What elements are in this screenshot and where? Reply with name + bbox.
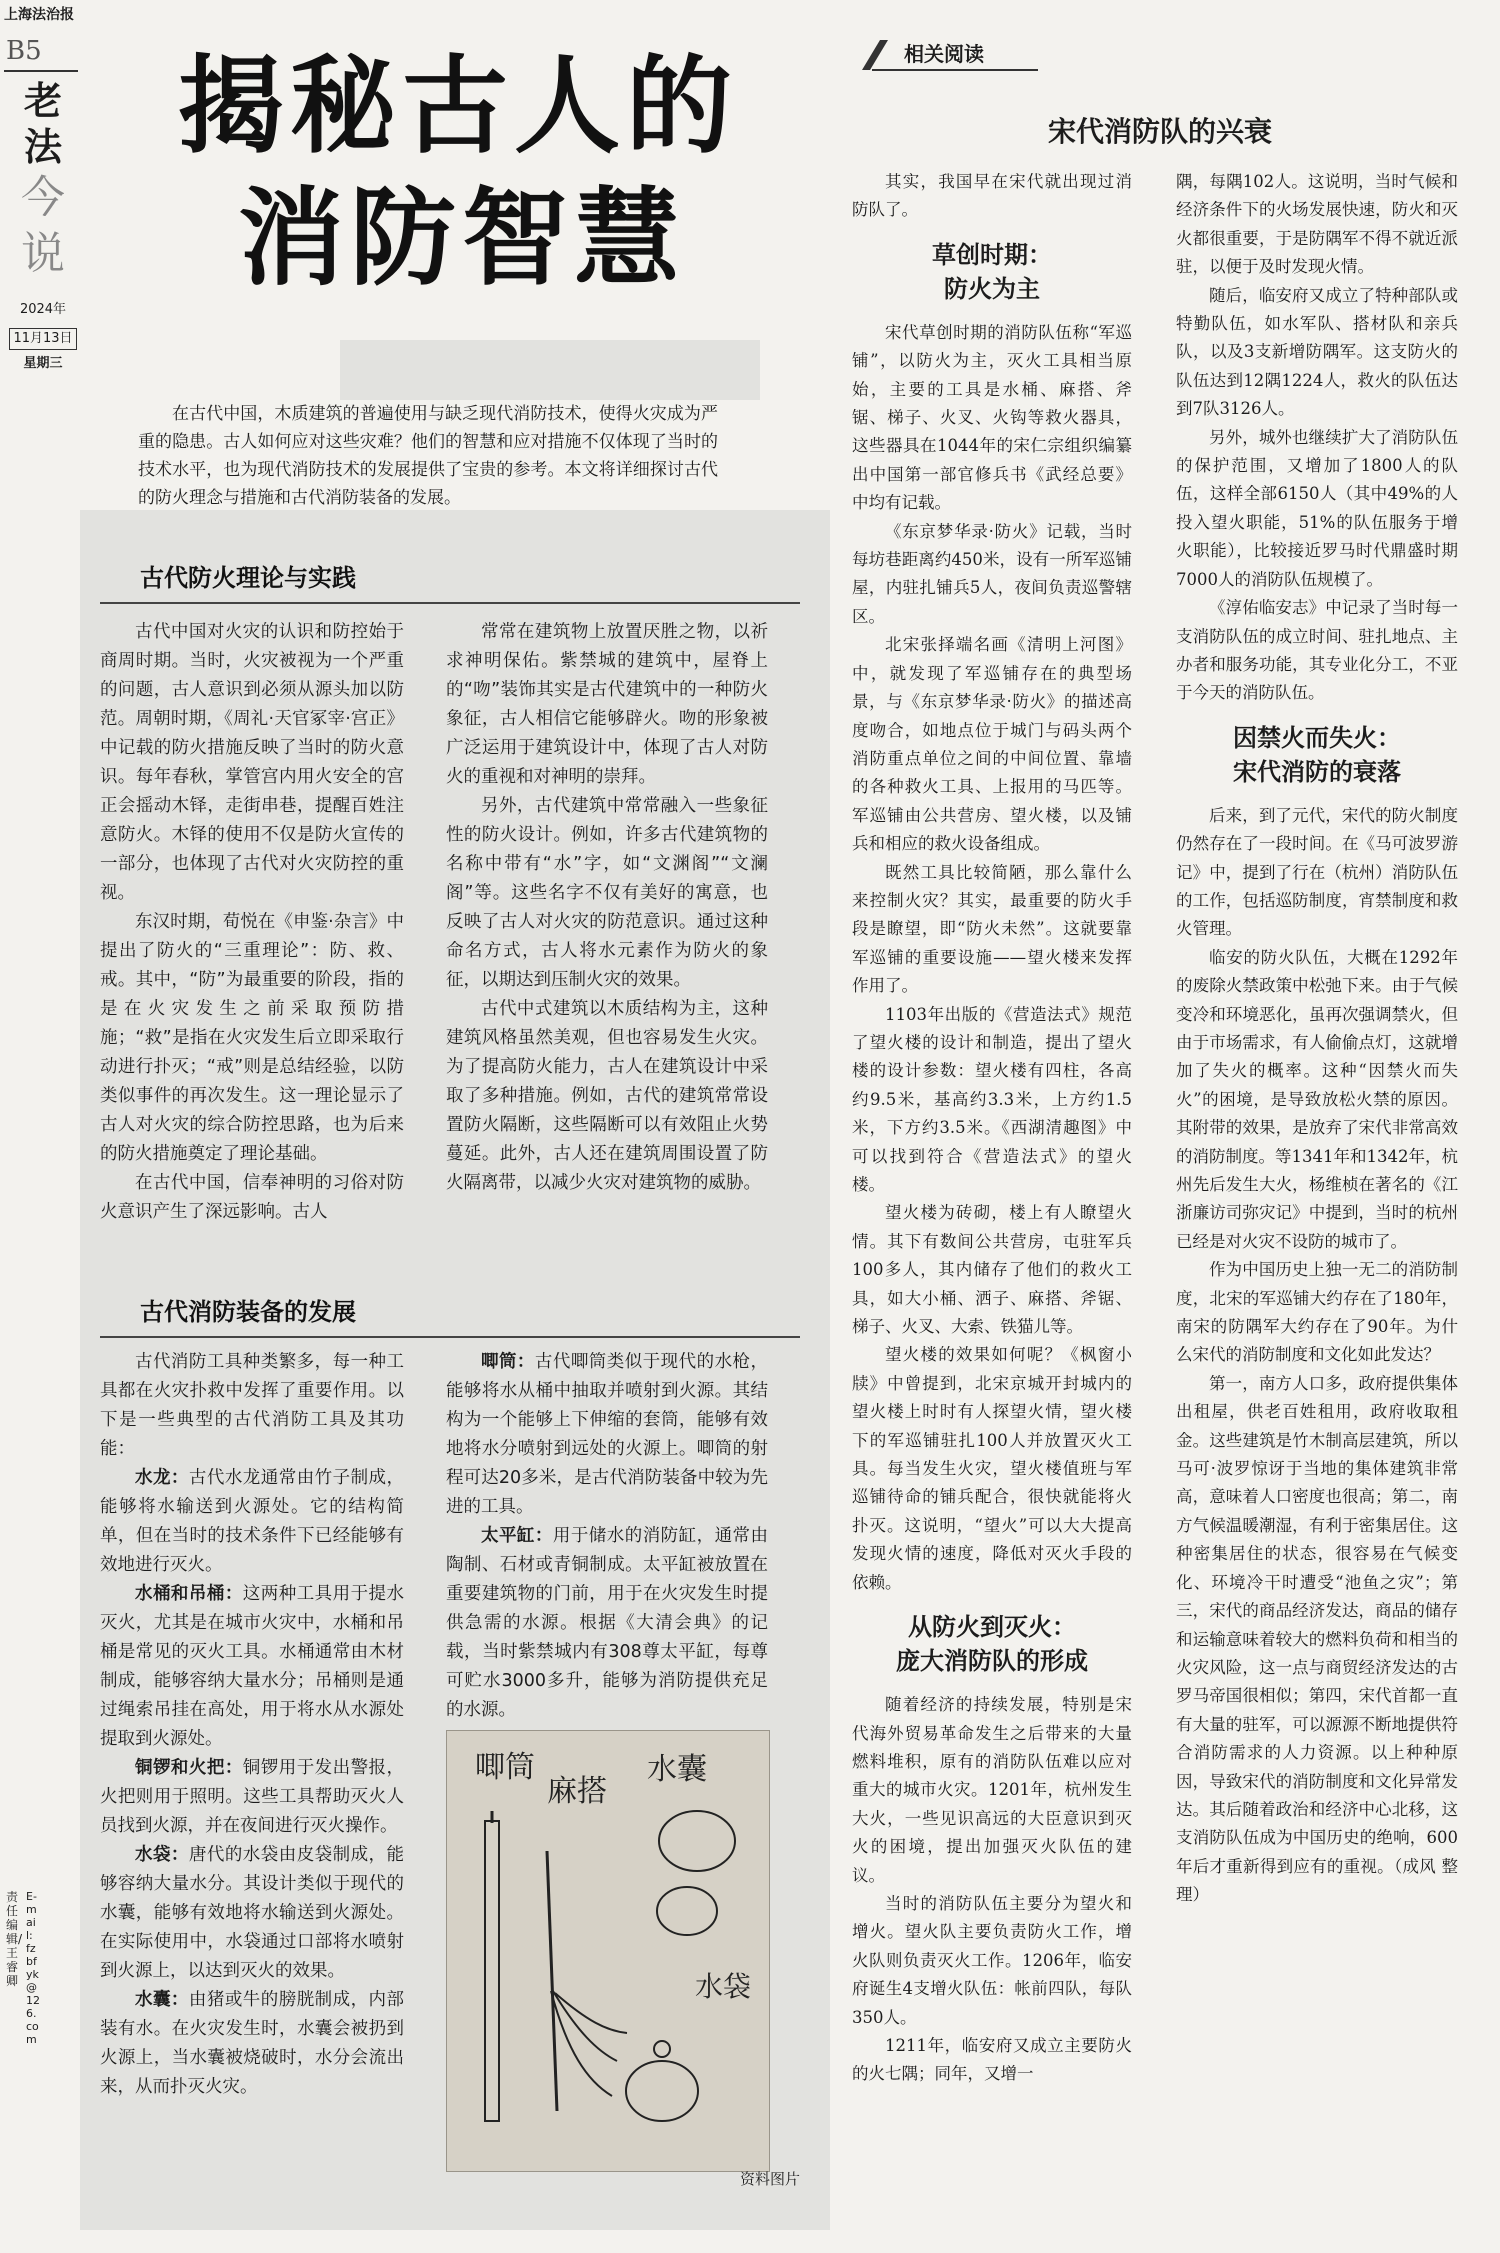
related-subheading: 从防火到灭火： 庞大消防队的形成 — [896, 1614, 1088, 1676]
equipment-name: 太平缸： — [481, 1526, 553, 1546]
paragraph: 望火楼的效果如何呢？《枫窗小牍》中曾提到，北宋京城开封城内的望火楼上时时有人探望火情，望火楼下的军巡铺驻扎100人并放置灭火工具。每当发生火灾，望火楼值班与军巡铺待命的铺兵配合，很快就能将火扑灭。这说明，“望火”可以大大提高发现火情的速度，降低对灭火手段的依赖。 — [852, 1345, 1132, 1592]
equipment-description: 用于储水的消防缸，通常由陶制、石材或青铜制成。太平缸被放置在重要建筑物的门前，用于在火灾发生时提供急需的水源。根据《大清会典》的记载，当时紫禁城内有308尊太平缸，每尊可贮水3000多升，能够为消防提供充足的水源。 — [446, 1526, 769, 1720]
paragraph: 常常在建筑物上放置厌胜之物，以祈求神明保佑。紫禁城的建筑中，屋脊上的“吻”装饰其实是古代建筑中的一种防火象征，古人相信它能够辟火。吻的形象被广泛运用于建筑设计中，体现了古人对防火的重视和对神明的崇拜。 — [446, 622, 768, 787]
equipment-paragraph — [100, 1464, 404, 1580]
paragraph: 望火楼为砖砌，楼上有人瞭望火情。其下有数间公共营房，屯驻军兵100多人，其内储存了他们的救火工具，如大小桶、洒子、麻搭、斧锯、梯子、火叉、大索、铁猫儿等。 — [852, 1203, 1132, 1337]
historical-illustration — [446, 1730, 770, 2172]
equipment-description: 古代消防工具种类繁多，每一种工具都在火灾扑救中发挥了重要作用。以下是一些典型的古代消防工具及其功能： — [100, 1352, 404, 1459]
equipment-paragraph — [100, 1841, 404, 1986]
headline-line-2: 消防智慧 — [238, 175, 686, 300]
section-title-equipment: 古代消防装备的发展 — [140, 1299, 356, 1326]
label-shuinang: 水囊 — [647, 1752, 707, 1787]
related-subheading: 因禁火而失火： 宋代消防的衰落 — [1233, 724, 1401, 786]
equipment-name: 水袋： — [135, 1845, 189, 1865]
section1-column-left — [100, 618, 404, 1227]
related-column-1 — [852, 168, 1132, 2089]
page-number: B5 — [6, 36, 42, 66]
paragraph: 作为中国历史上独一无二的消防制度，北宋的军巡铺大约存在了180年，南宋的防隅军大约存在了90年。为什么宋代的消防制度和文化如此发达？ — [1176, 1260, 1458, 1365]
paragraph: 古代中国对火灾的认识和防控始于商周时期。当时，火灾被视为一个严重的问题，古人意识到必须从源头加以防范。周朝时期，《周礼·天官冢宰·宫正》中记载的防火措施反映了当时的防火意识。每年春秋，掌管宫内用火安全的宫正会摇动木铎，走街串巷，提醒百姓注意防火。木铎的使用不仅是防火宣传的一部分，也体现了古代对火灾防控的重视。 — [100, 622, 404, 903]
equipment-name: 水囊： — [135, 1990, 189, 2010]
date-box — [6, 328, 80, 350]
equipment-paragraph — [100, 1348, 404, 1464]
editor-credit: 责任编辑/王睿卿 — [6, 1890, 23, 1988]
illustration-drawing — [447, 1731, 769, 2171]
paragraph: 临安的防火队伍，大概在1292年的废除火禁政策中松弛下来。由于气候变冷和环境恶化，虽再次强调禁火，但由于市场需求，有人偷偷点灯，这就增加了失火的概率。这种“因禁火而失火”的困境，是导致放松火禁的原因。其附带的效果，是放弃了宋代非常高效的消防制度。等1341年和1342年，杭州先后发生大火，杨维桢在著名的《江浙廉访司弥灾记》中提到，当时的杭州已经是对火灾不设防的城市了。 — [1176, 947, 1458, 1251]
label-shuidai: 水袋 — [695, 1970, 752, 2003]
related-reading-tag — [860, 36, 1040, 72]
paragraph: 古代中式建筑以木质结构为主，这种建筑风格虽然美观，但也容易发生火灾。为了提高防火能力，古人在建筑设计中采取了多种措施。例如，古代的建筑常常设置防火隔断，这些隔断可以有效阻止火势蔓延。此外，古人还在建筑周围设置了防火隔离带，以减少火灾对建筑物的威胁。 — [446, 999, 768, 1193]
paragraph: 1103年出版的《营造法式》规范了望火楼的设计和制造，提出了望火楼的设计参数：望火楼有四柱，各高约9.5米，基高约3.3米，上方约1.5米，下方约3.5米。《西湖清趣图》中可以找到符合《营造法式》的望火楼。 — [852, 1004, 1132, 1194]
paragraph: 另外，城外也继续扩大了消防队伍的保护范围，又增加了1800人的队伍，这样全部6150人（其中49%的人投入望火职能，51%的队伍服务于增火职能），比较接近罗马时代鼎盛时期7000人的消防队伍规模了。 — [1176, 427, 1458, 589]
equipment-paragraph — [100, 1754, 404, 1841]
label-mada: 麻搭 — [547, 1774, 607, 1809]
paragraph: 在古代中国，信奉神明的习俗对防火意识产生了深远影响。古人 — [100, 1173, 404, 1222]
equipment-name: 水桶和吊桶： — [135, 1584, 243, 1604]
headline-line-1: 揭秘古人的 — [178, 43, 738, 168]
related-reading-label: 相关阅读 — [904, 42, 984, 66]
column-name-2: 今说 — [21, 172, 65, 279]
equipment-paragraph — [100, 1986, 404, 2102]
paragraph: 东汉时期，荀悦在《申鉴·杂言》中提出了防火的“三重理论”：防、救、戒。其中，“防”为最重要的阶段，指的是在火灾发生之前采取预防措施；“救”是指在火灾发生后立即采取行动进行扑灭；“戒”则是总结经验，以防类似事件的再次发生。这一理论显示了古人对火灾的综合防控思路，也为后来的防火措施奠定了理论基础。 — [100, 912, 404, 1164]
paper-name: 上海法治报 — [4, 7, 74, 23]
section-title-fire-theory: 古代防火理论与实践 — [140, 565, 356, 592]
paragraph: 《东京梦华录·防火》记载，当时每坊巷距离约450米，设有一所军巡铺屋，内驻扎铺兵5人，夜间负责巡警辖区。 — [852, 521, 1132, 626]
date-year: 2024年 — [19, 302, 67, 317]
equipment-paragraph — [446, 1348, 768, 1522]
equipment-name: 铜锣和火把： — [135, 1758, 243, 1778]
equipment-name: 水龙： — [135, 1468, 189, 1488]
equipment-description: 铜锣用于发出警报，火把则用于照明。这些工具帮助灭火人员找到火源，并在夜间进行灭火操作。 — [100, 1758, 405, 1836]
equipment-description: 这两种工具用于提水灭火，尤其是在城市火灾中，水桶和吊桶是常见的灭火工具。水桶通常由木材制成，能够容纳大量水分；吊桶则是通过绳索吊挂在高处，用于将水从水源处提取到火源处。 — [100, 1584, 405, 1749]
figure-caption: 资料图片 — [739, 2170, 800, 2188]
headline — [178, 40, 738, 304]
related-column-2 — [1176, 168, 1458, 1910]
section2-column-left — [100, 1348, 404, 2102]
equipment-paragraph — [446, 1522, 768, 1725]
paragraph: 宋代草创时期的消防队伍称“军巡铺”，以防火为主，灭火工具相当原始，主要的工具是水桶、麻搭、斧锯、梯子、火叉、火钩等救火器具，这些器具在1044年的宋仁宗组织编纂出中国第一部官修兵书《武经总要》中均有记载。 — [852, 322, 1132, 513]
section-rule — [100, 1336, 800, 1338]
paragraph: 1211年，临安府又成立主要防火的火七隅；同年，又增一 — [852, 2035, 1132, 2084]
masthead — [0, 0, 80, 2253]
paragraph: 既然工具比较简陋，那么靠什么来控制火灾？其实，最重要的防火手段是瞭望，即“防火未然”。这就要靠军巡铺的重要设施——望火楼来发挥作用了。 — [852, 862, 1132, 996]
related-title: 宋代消防队的兴衰 — [1047, 115, 1272, 148]
date-day: 11月13日 — [9, 328, 76, 350]
equipment-description: 由猪或牛的膀胱制成，内部装有水。在火灾发生时，水囊会被扔到火源上，当水囊被烧破时，水分会流出来，从而扑灭火灾。 — [100, 1990, 405, 2097]
equipment-description: 唐代的水袋由皮袋制成，能够容纳大量水分。其设计类似于现代的水囊，能够有效地将水输送到火源处。在实际使用中，水袋通过口部将水喷射到火源上，以达到灭火的效果。 — [100, 1845, 405, 1981]
label-jitong: 唧筒 — [475, 1750, 535, 1785]
equipment-name: 唧筒： — [481, 1352, 535, 1372]
paragraph: 随着经济的持续发展，特别是宋代海外贸易革命发生之后带来的大量燃料堆积，原有的消防队伍难以应对重大的城市火灾。1201年，杭州发生大火，一些见识高远的大臣意识到灭火的困境，提出加强灭火队伍的建议。 — [852, 1695, 1132, 1885]
equipment-description: 古代唧筒类似于现代的水枪，能够将水从桶中抽取并喷射到火源。其结构为一个能够上下伸缩的套筒，能够有效地将水分喷射到远处的火源上。唧筒的射程可达20多米，是古代消防装备中较为先进的工具。 — [446, 1352, 769, 1517]
column-name-1: 老法 — [23, 78, 62, 169]
date-weekday: 星期三 — [23, 356, 63, 371]
paragraph: 随后，临安府又成立了特种部队或特勤队伍，如水军队、搭材队和亲兵队，以及3支新增防隅军。这支防火的队伍达到12隅1224人，救火的队伍达到7队3126人。 — [1176, 285, 1458, 419]
paragraph: 当时的消防队伍主要分为望火和增火。望火队主要负责防火工作，增火队则负责灭火工作。1206年，临安府诞生4支增火队伍：帐前四队，每队350人。 — [852, 1893, 1132, 2027]
paragraph: 后来，到了元代，宋代的防火制度仍然存在了一段时间。在《马可波罗游记》中，提到了行在（杭州）消防队伍的工作，包括巡防制度，宵禁制度和救火管理。 — [1176, 805, 1458, 939]
section-rule — [100, 602, 800, 604]
intro-paragraph: 在古代中国，木质建筑的普遍使用与缺乏现代消防技术，使得火灾成为严重的隐患。古人如何应对这些灾难？他们的智慧和应对措施不仅体现了当时的技术水平，也为现代消防技术的发展提供了宝贵的参考。本文将详细探讨古代的防火理念与措施和古代消防装备的发展。 — [138, 404, 718, 508]
paragraph: 北宋张择端名画《清明上河图》中，就发现了军巡铺存在的典型场景，与《东京梦华录·防火》的描述高度吻合，如地点位于城门与码头两个消防重点单位之间的中间位置、靠墙的各种救火工具、上报用的马匹等。军巡铺由公共营房、望火楼，以及铺兵和相应的救火设备组成。 — [852, 635, 1132, 854]
section2-column-right — [446, 1348, 768, 1725]
section1-column-right — [446, 618, 768, 1198]
intro-shade — [340, 340, 760, 400]
paragraph: 另外，古代建筑中常常融入一些象征性的防火设计。例如，许多古代建筑物的名称中带有“水”字，如“文渊阁”“文澜阁”等。这些名字不仅有美好的寓意，也反映了古人对火灾的防范意识。通过这种命名方式，古人将水元素作为防火的象征，以期达到压制火灾的效果。 — [446, 796, 768, 990]
paragraph: 其实，我国早在宋代就出现过消防队了。 — [852, 172, 1132, 220]
paragraph: 第一，南方人口多，政府提供集体出租屋，供老百姓租用，政府收取租金。这些建筑是竹木制高层建筑，所以马可·波罗惊讶于当地的集体建筑非常高，意味着人口密度也很高；第二，南方气候温暖潮湿，有利于密集居住。这种密集居住的状态，很容易在气候变化、环境冷干时遭受“池鱼之灾”；第三，宋代的商品经济发达，商品的储存和运输意味着较大的燃料负荷和相当的火灾风险，这一点与商贸经济发达的古罗马帝国很相似；第四，宋代首都一直有大量的驻军，可以源源不断地提供符合消防需求的人力资源。以上种种原因，导致宋代的消防制度和文化异常发达。其后随着政治和经济中心北移，这支消防队伍成为中国历史的绝响，600年后才重新得到应有的重视。（成风 整理） — [1176, 1373, 1458, 1905]
equipment-paragraph — [100, 1580, 404, 1754]
paragraph: 《淳佑临安志》中记录了当时每一支消防队伍的成立时间、驻扎地点、主办者和服务功能，其专业化分工，不亚于今天的消防队伍。 — [1176, 598, 1458, 703]
related-subheading: 草创时期： 防火为主 — [932, 241, 1052, 303]
editor-email: E-mail: fzbfyk@126.com — [26, 1890, 40, 2046]
paragraph: 隅，每隅102人。这说明，当时气候和经济条件下的火场发展快速，防火和灭火都很重要，于是防隅军不得不就近派驻，以便于及时发现火情。 — [1176, 172, 1458, 277]
masthead-rule — [4, 70, 78, 72]
equipment-description: 古代水龙通常由竹子制成，能够将水输送到火源处。它的结构简单，但在当时的技术条件下已经能够有效地进行灭火。 — [100, 1468, 405, 1575]
